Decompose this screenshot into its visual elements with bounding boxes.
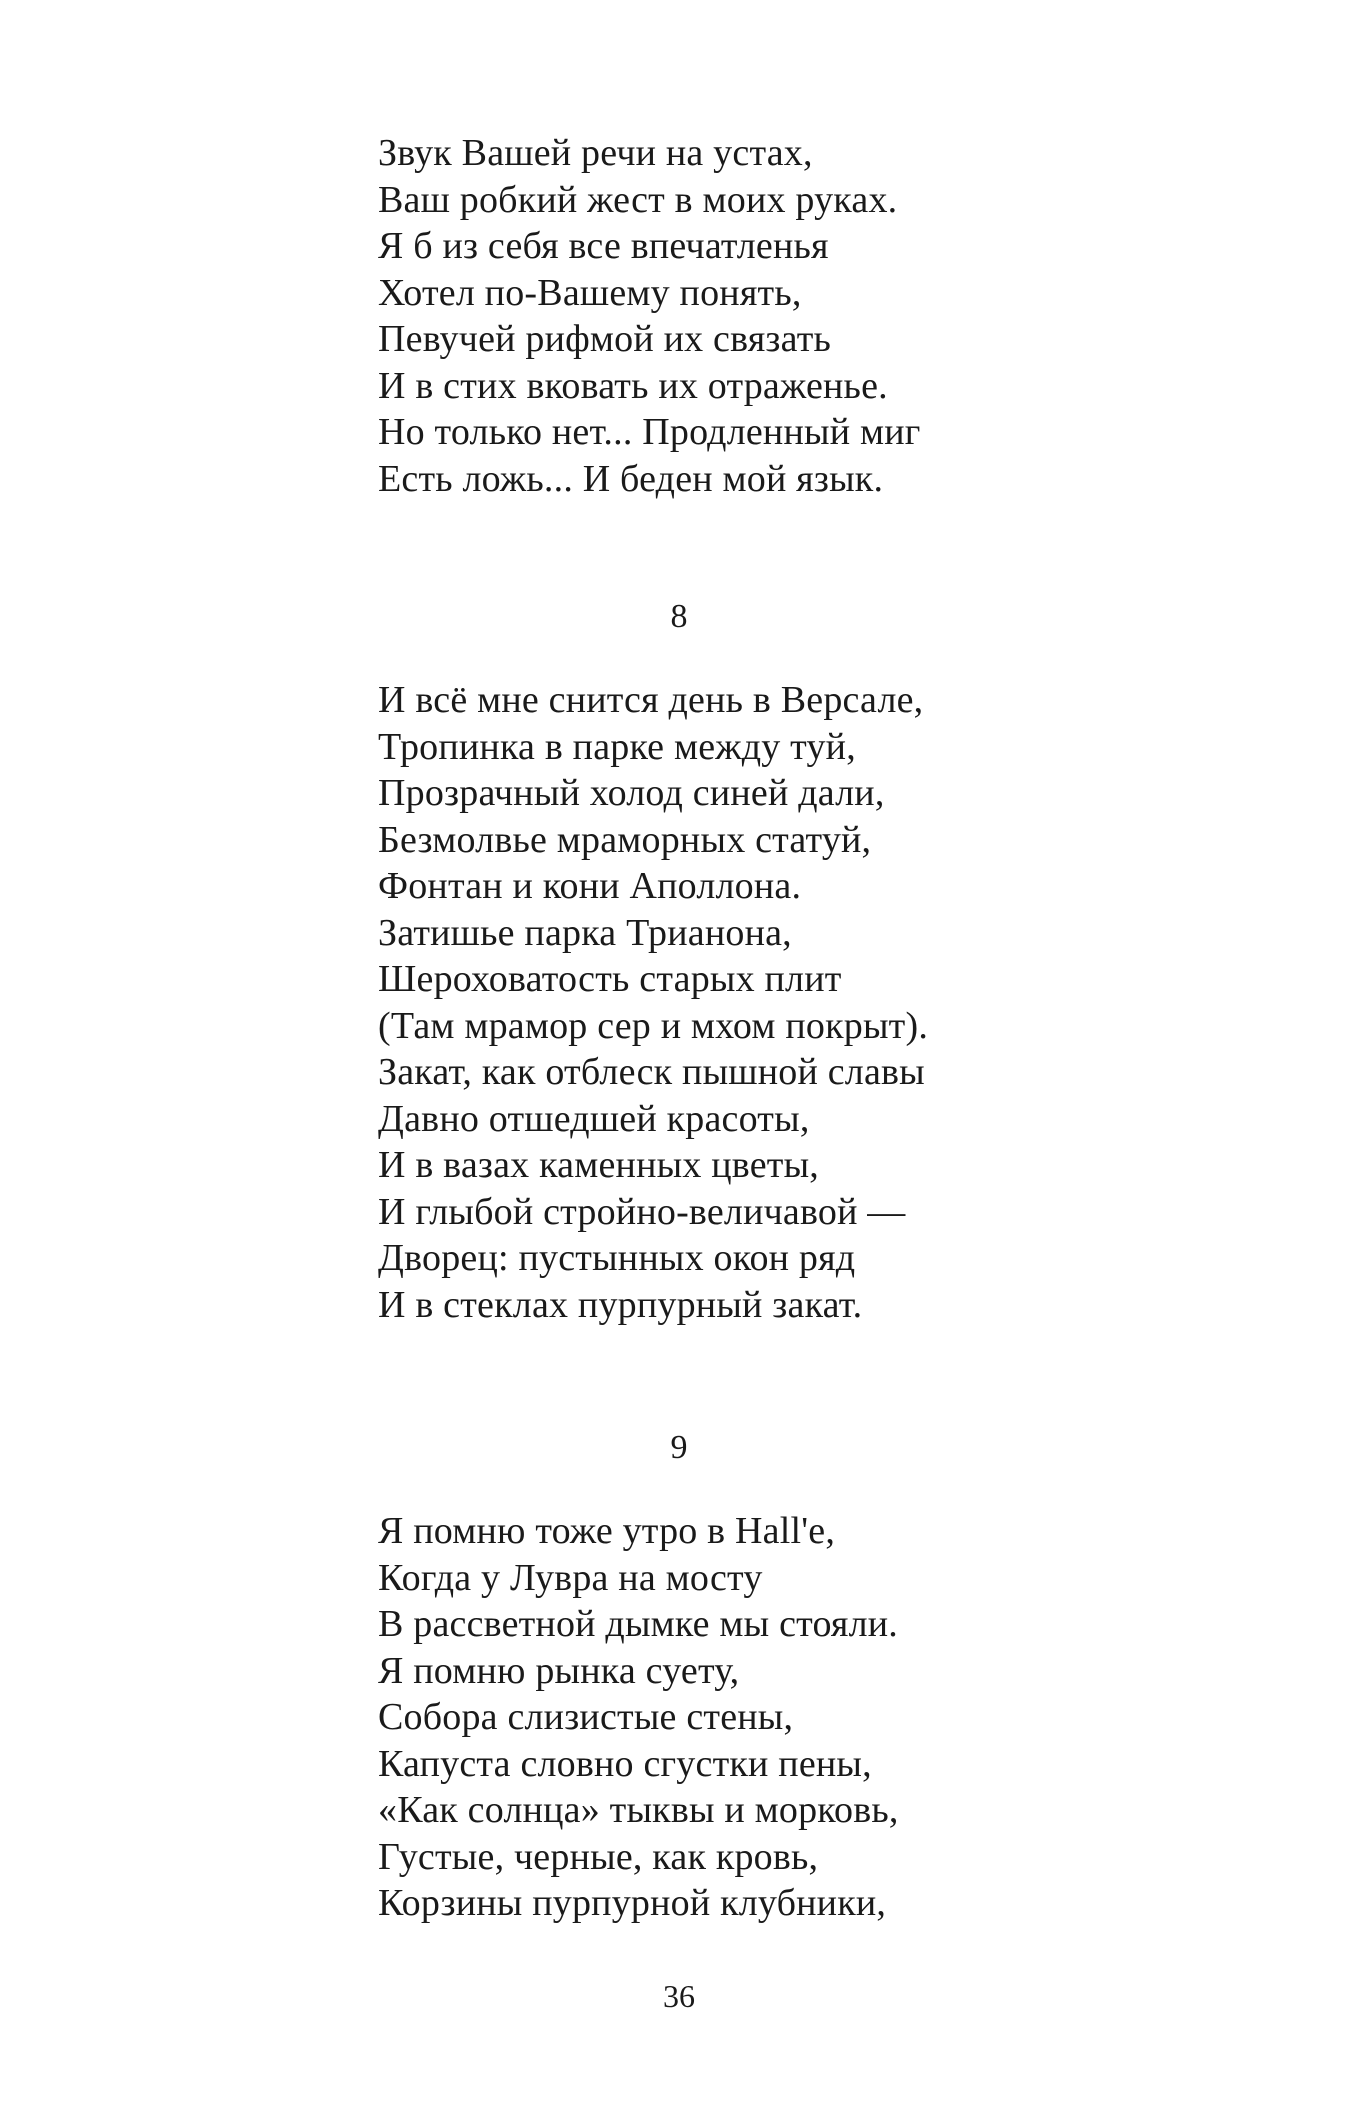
poem-8 [378, 677, 1138, 1328]
poem-line: Капуста словно сгустки пены, [378, 1742, 872, 1785]
poem-line: Шероховатость старых плит [378, 958, 842, 1000]
poem-line: И глыбой стройно-величавой — [378, 1190, 906, 1233]
poem-line: (Там мрамор сер и мхом покрыт). [378, 1004, 929, 1047]
poem-line: «Как солнца» тыквы и морковь, [378, 1789, 899, 1831]
poem-line: Дворец: пустынных окон ряд [378, 1237, 856, 1279]
poem-line: И всё мне снится день в Версале, [378, 679, 924, 721]
poem-line: Хотел по-Вашему понять, [378, 271, 802, 314]
poem-line: Я помню рынка суету, [378, 1649, 740, 1692]
poem-line: Безмолвье мраморных статуй, [378, 818, 872, 861]
poem-line: Ваш робкий жест в моих руках. [378, 178, 898, 221]
poem-line: Я б из себя все впечатленья [378, 225, 829, 267]
poem-line: И в стеклах пурпурный закат. [378, 1283, 863, 1326]
poem-line: Звук Вашей речи на устах, [378, 132, 813, 174]
poem-line: И в стих вковать их отраженье. [378, 364, 888, 407]
poem-line: Прозрачный холод синей дали, [378, 772, 885, 814]
poem-number: 9 [670, 1429, 688, 1466]
poem-line: Собора слизистые стены, [378, 1696, 794, 1738]
poem-line: Есть ложь... И беден мой язык. [378, 457, 884, 500]
poem-line: Густые, черные, как кровь, [378, 1835, 819, 1878]
poem-line: Фонтан и кони Аполлона. [378, 865, 802, 907]
poem-line: Тропинка в парке между туй, [378, 725, 856, 768]
poem-line: Я помню тоже утро в Hall'e, [378, 1510, 836, 1552]
poem-line: В рассветной дымке мы стояли. [378, 1603, 899, 1645]
poem-line: Давно отшедшей красоты, [378, 1097, 810, 1140]
page-number: 36 [663, 1978, 695, 2014]
poem-line: Но только нет... Продленный миг [378, 411, 921, 453]
poem-fragment [378, 130, 1138, 502]
poem-line: Певучей рифмой их связать [378, 318, 832, 360]
poem-line: Когда у Лувра на мосту [378, 1556, 763, 1599]
poem-line: Корзины пурпурной клубники, [378, 1882, 887, 1924]
poem-9 [378, 1508, 1138, 1927]
poem-line: Затишье парка Трианона, [378, 911, 792, 954]
poem-number: 8 [670, 598, 688, 635]
poem-line: Закат, как отблеск пышной славы [378, 1051, 925, 1093]
poem-line: И в вазах каменных цветы, [378, 1144, 819, 1186]
